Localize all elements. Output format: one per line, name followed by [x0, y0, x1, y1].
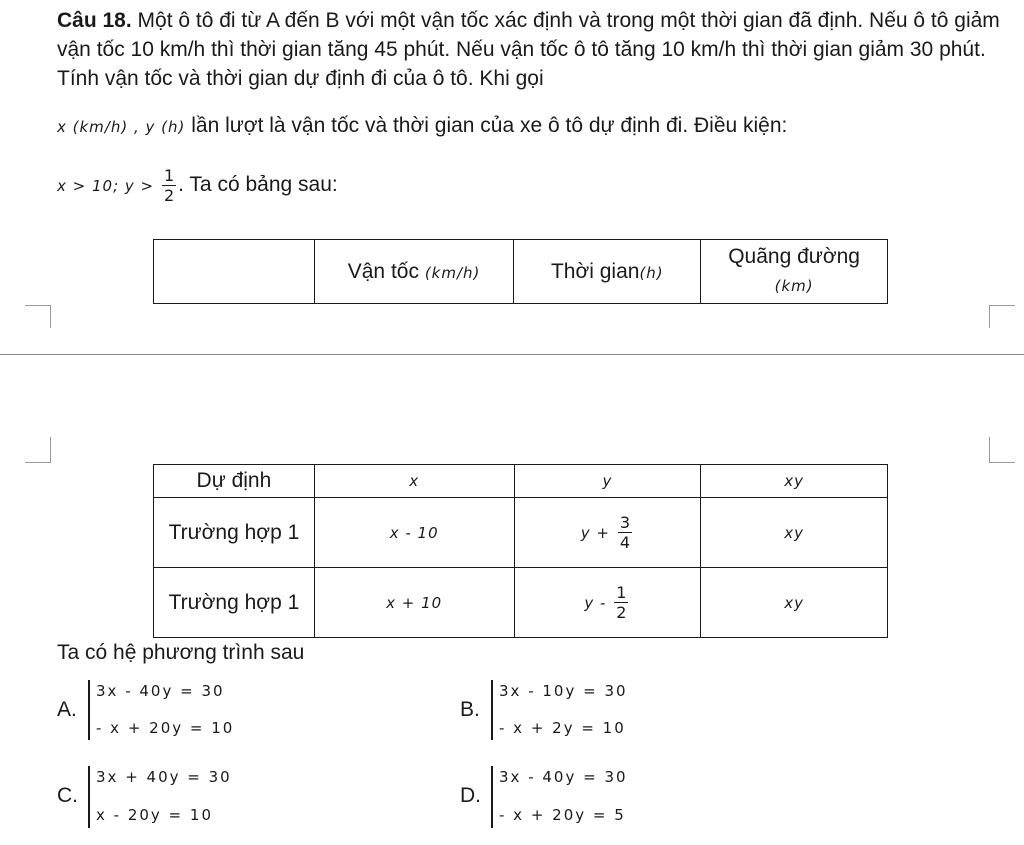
option-b-eq2: - x + 2y = 10: [499, 719, 626, 737]
page-corner-mark: [989, 305, 1015, 328]
case1-time-numerator: 3: [619, 513, 631, 532]
time-unit: (h): [639, 263, 664, 282]
cell-plan-speed: x: [314, 465, 514, 498]
condition-math: x > 10; y >: [57, 177, 155, 196]
case2-time-prefix: y -: [584, 594, 607, 613]
header-table-time-cell: [514, 240, 701, 304]
option-a-brace: [88, 680, 90, 740]
option-b-eq1: 3x - 10y = 30: [499, 682, 628, 700]
question-paragraph: [57, 6, 1012, 93]
case1-time-prefix: y +: [580, 524, 610, 543]
case1-time-denominator: 4: [619, 533, 631, 552]
cell-case2-label: Trường hợp 1: [154, 568, 315, 638]
page-break-line: [0, 354, 1024, 355]
condition-line: [57, 166, 338, 205]
data-table: [153, 464, 888, 638]
case2-time-denominator: 2: [616, 603, 627, 622]
option-c-eq1: 3x + 40y = 30: [96, 768, 232, 786]
page-corner-mark: [989, 437, 1015, 463]
variables-line: [57, 114, 787, 138]
cell-plan-time: y: [514, 465, 701, 498]
condition-text: . Ta có bảng sau:: [178, 173, 338, 197]
condition-fraction-denominator: 2: [163, 186, 175, 205]
table-row: [154, 465, 888, 498]
option-d-eq1: 3x - 40y = 30: [499, 768, 628, 786]
case2-time-numerator: 1: [616, 583, 627, 602]
cell-case1-distance: xy: [701, 498, 888, 568]
cell-case2-distance: xy: [701, 568, 888, 638]
speed-unit: (km/h): [424, 263, 481, 282]
cell-plan-label: Dự định: [154, 465, 315, 498]
case1-time-fraction: [618, 513, 632, 552]
question-text: Một ô tô đi từ A đến B với một vận tốc xác định và trong một thời gian đã định. Nếu ô tô giảm vận tốc 10 km/h thì thời gian tăng 45 phút. Nếu vận tốc ô tô tăng 10 km/h thì thời gian giảm 30 phút. Tính vận tốc và thời gian dự định đi của ô tô. Khi gọi: [57, 9, 1000, 90]
header-table-empty-cell: [154, 240, 315, 304]
table-row: [154, 498, 888, 568]
option-d-eq2: - x + 20y = 5: [499, 806, 626, 824]
condition-fraction-numerator: 1: [163, 166, 175, 185]
condition-fraction: [162, 166, 176, 205]
option-b-label[interactable]: B.: [460, 698, 480, 721]
option-c-brace: [88, 766, 90, 828]
option-a-eq2: - x + 20y = 10: [96, 719, 235, 737]
cell-case2-speed: x + 10: [314, 568, 514, 638]
cell-case2-time: [514, 568, 701, 638]
option-d-brace: [491, 766, 493, 828]
option-c-eq2: x - 20y = 10: [96, 806, 213, 824]
option-a-eq1: 3x - 40y = 30: [96, 682, 225, 700]
header-table: [153, 239, 888, 304]
page-corner-mark: [25, 437, 51, 463]
header-table-speed-cell: [314, 240, 514, 304]
table-row: [154, 568, 888, 638]
case2-time-fraction: [614, 583, 628, 622]
option-a-label[interactable]: A.: [57, 698, 77, 721]
page-corner-mark: [25, 305, 51, 328]
option-d-label[interactable]: D.: [460, 784, 481, 807]
time-label: Thời gian: [550, 259, 640, 283]
variables-text: lần lượt là vận tốc và thời gian của xe ô tô dự định đi. Điều kiện:: [191, 114, 788, 137]
variables-math: x (km/h) , y (h): [57, 118, 186, 136]
distance-unit: (km): [774, 277, 814, 295]
option-c-label[interactable]: C.: [57, 784, 78, 807]
cell-case1-label: Trường hợp 1: [154, 498, 315, 568]
system-intro: Ta có hệ phương trình sau: [57, 641, 305, 664]
question-number: Câu 18.: [57, 9, 132, 32]
option-b-brace: [491, 680, 493, 740]
header-table-distance-cell: [701, 240, 888, 304]
cell-plan-distance: xy: [701, 465, 888, 498]
cell-case1-time: [514, 498, 701, 568]
distance-label: Quãng đường: [728, 245, 860, 268]
speed-label: Vận tốc: [347, 259, 419, 283]
cell-case1-speed: x - 10: [314, 498, 514, 568]
